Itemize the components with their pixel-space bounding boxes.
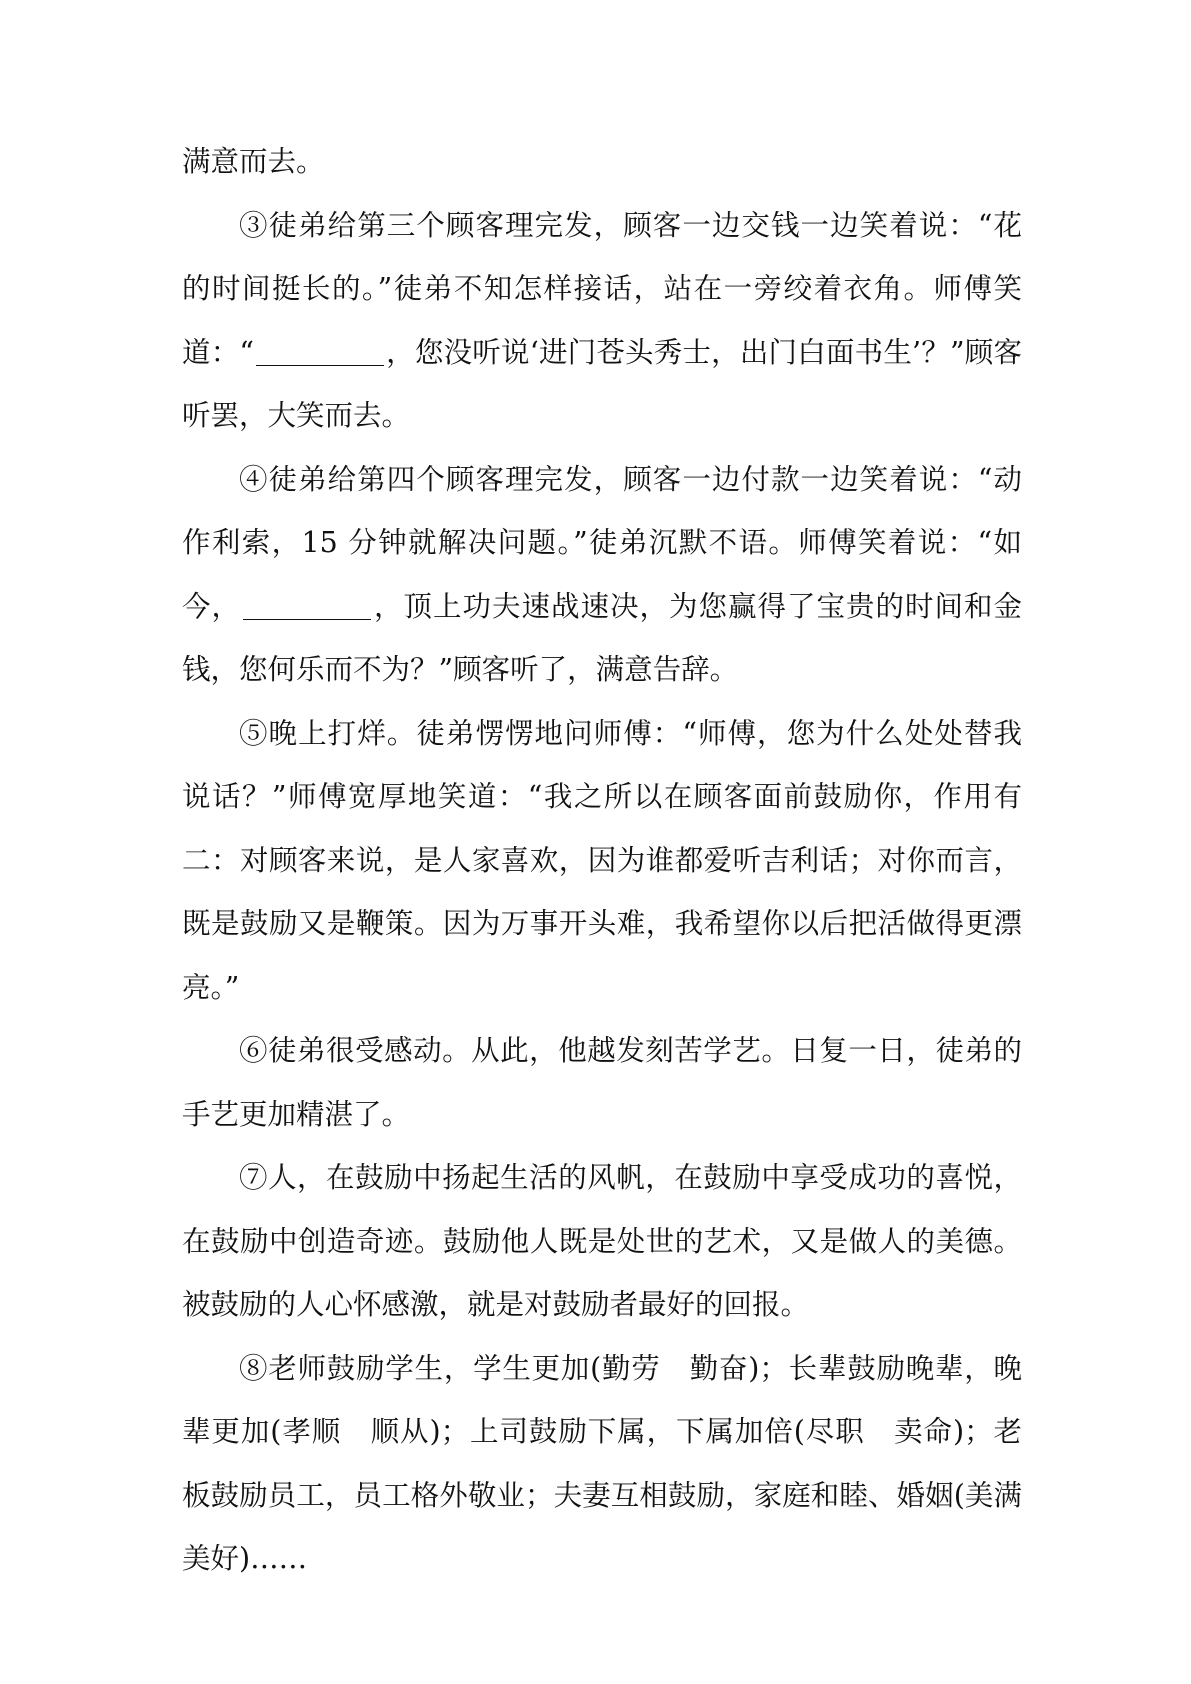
paragraph-8 [182,1337,1051,1591]
fill-in-blank-2[interactable] [243,618,371,620]
paragraph-continuation [182,130,1022,194]
paragraph-text: 满意而去。 [182,145,325,178]
paragraph-text: ，顶上功夫速战速决，为您赢得了宝贵的时间和金钱，您何乐而不为？”顾客听了，满意告辞。 [182,589,1022,686]
paragraph-text: ⑦人，在鼓励中扬起生活的风帆，在鼓励中享受成功的喜悦，在鼓励中创造奇迹。鼓励他人既是处世的艺术，又是做人的美德。被鼓励的人心怀感激，就是对鼓励者最好的回报。 [182,1161,1022,1321]
paragraph-text: ，您没听说‘进门苍头秀士，出门白面书生’？”顾客听罢，大笑而去。 [182,335,1022,432]
paragraph-6 [182,1019,1022,1146]
paragraph-5 [182,702,1022,1020]
paragraph-text: ⑤晚上打烊。徒弟愣愣地问师傅：“师傅，您为什么处处替我说话？”师傅宽厚地笑道：“我之所以在顾客面前鼓励你，作用有二：对顾客来说，是人家喜欢，因为谁都爱听吉利话；对你而言，既是鼓励又是鞭策。因为万事开头难，我希望你以后把活做得更漂亮。” [182,716,1022,1004]
paragraph-text: ④徒弟给第四个顾客理完发，顾客一边付款一边笑着说：“动作利索，15 分钟就解决问题。”徒弟沉默不语。师傅笑着说：“如今， [182,462,1022,623]
document-body [182,130,1051,1591]
paragraph-text: ⑥徒弟很受感动。从此，他越发刻苦学艺。日复一日，徒弟的手艺更加精湛了。 [182,1034,1022,1131]
paragraph-3 [182,194,1022,448]
fill-in-blank-1[interactable] [256,364,384,366]
paragraph-text: ⑧老师鼓励学生，学生更加(勤劳 勤奋)；长辈鼓励晚辈，晚辈更加(孝顺 顺从)；上司鼓励下属，下属加倍(尽职 卖命)；老板鼓励员工，员工格外敬业；夫妻互相鼓励，家庭和睦、婚姻(美满 美好)…… [182,1351,1051,1575]
paragraph-text: ③徒弟给第三个顾客理完发，顾客一边交钱一边笑着说：“花的时间挺长的。”徒弟不知怎样接话，站在一旁绞着衣角。师傅笑道：“ [182,208,1022,369]
paragraph-4 [182,448,1022,702]
paragraph-7 [182,1146,1022,1337]
